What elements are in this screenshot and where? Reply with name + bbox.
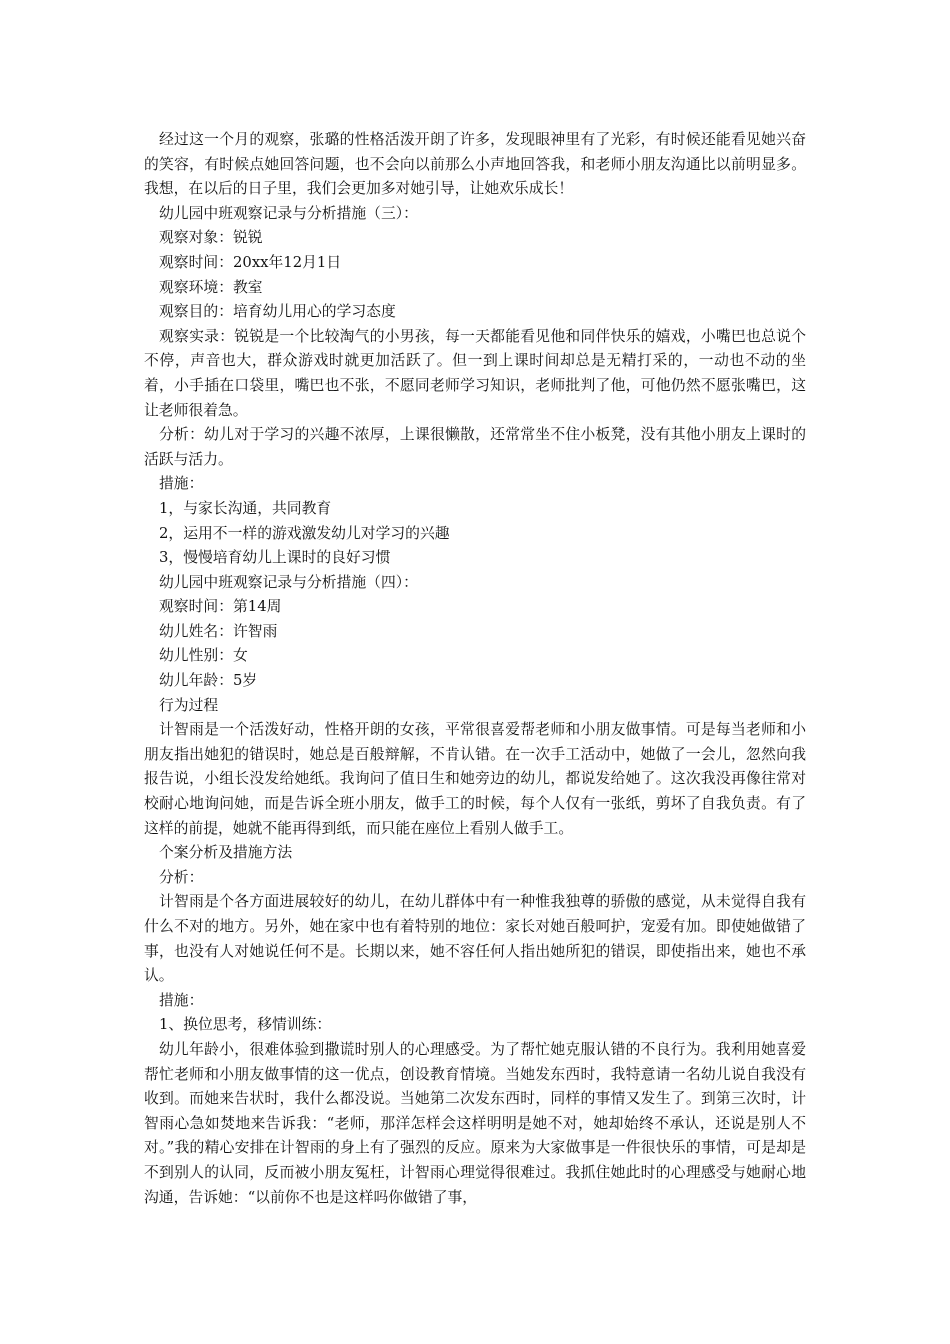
observation-week: 观察时间：第14周 bbox=[159, 598, 282, 616]
case-analysis-heading: 个案分析及措施方法 bbox=[159, 844, 293, 862]
measure-subheading-1: 1、换位思考，移情训练： bbox=[159, 1016, 332, 1034]
measure-item-3: 3，慢慢培育幼儿上课时的良好习惯 bbox=[159, 549, 391, 567]
case-analysis: 计智雨是个各方面进展较好的幼儿，在幼儿群体中有一种惟我独尊的骄傲的感觉，从未觉得自我有什么不对的地方。另外，她在家中也有着特别的地位：家长对她百般呵护，宠爱有加。即使她做错了事，也没有人对她说任何不是。长期以来，她不容任何人指出她所犯的错误，即使指出来，她也不承认。 bbox=[144, 893, 806, 985]
behavior-process-heading: 行为过程 bbox=[159, 696, 219, 714]
measure-item-2: 2，运用不一样的游戏激发幼儿对学习的兴趣 bbox=[159, 524, 450, 542]
child-gender: 幼儿性别：女 bbox=[159, 647, 248, 665]
section-heading-4: 幼儿园中班观察记录与分析措施（四）： bbox=[159, 573, 418, 591]
observation-subject: 观察对象：锐锐 bbox=[159, 229, 263, 247]
measure-item-1: 1，与家长沟通，共同教育 bbox=[159, 499, 332, 517]
section-heading-3: 幼儿园中班观察记录与分析措施（三）： bbox=[159, 204, 418, 222]
child-age: 幼儿年龄：5岁 bbox=[159, 672, 258, 690]
paragraph-1: 经过这一个月的观察，张璐的性格活泼开朗了许多，发现眼神里有了光彩，有时候还能看见她兴奋的笑容，有时候点她回答问题，也不会向以前那么小声地回答我，和老师小朋友沟通比以前明显多。我想，在以后的日子里，我们会更加多对她引导，让她欢乐成长！ bbox=[144, 131, 806, 198]
analysis: 分析：幼儿对于学习的兴趣不浓厚，上课很懒散，还常常坐不住小板凳，没有其他小朋友上课时的活跃与活力。 bbox=[144, 426, 806, 468]
analysis-heading: 分析： bbox=[159, 868, 204, 886]
observation-environment: 观察环境：教室 bbox=[159, 278, 263, 296]
child-name: 幼儿姓名：许智雨 bbox=[159, 622, 278, 640]
measure-detail: 幼儿年龄小，很难体验到撒谎时别人的心理感受。为了帮忙她克服认错的不良行为。我利用她喜爱帮忙老师和小朋友做事情的这一优点，创设教育情境。当她发东西时，我特意请一名幼儿说自我没有收到。而她来告状时，我什么都没说。当她第二次发东西时，同样的事情又发生了。到第三次时，计智雨心急如焚地来告诉我：“老师，那洋怎样会这样明明是她不对，她却始终不承认，还说是别人不对。”我的精心安排在计智雨的身上有了强烈的反应。原来为大家做事是一件很快乐的事情，可是却是不到别人的认同，反而被小朋友冤枉，计智雨心理觉得很难过。我抓住她此时的心理感受与她耐心地沟通，告诉她：“以前你不也是这样吗你做错了事， bbox=[144, 1040, 806, 1206]
observation-record: 观察实录：锐锐是一个比较淘气的小男孩，每一天都能看见他和同伴快乐的嬉戏，小嘴巴也总说个不停，声音也大，群众游戏时就更加活跃了。但一到上课时间却总是无精打采的，一动也不动的坐着，小手插在口袋里，嘴巴也不张，不愿同老师学习知识，老师批判了他，可他仍然不愿张嘴巴，这让老师很着急。 bbox=[144, 327, 806, 419]
measures-heading-2: 措施： bbox=[159, 991, 204, 1009]
observation-purpose: 观察目的：培育幼儿用心的学习态度 bbox=[159, 303, 396, 321]
document-body bbox=[144, 128, 806, 1210]
behavior-process: 计智雨是一个活泼好动，性格开朗的女孩，平常很喜爱帮老师和小朋友做事情。可是每当老师和小朋友指出她犯的错误时，她总是百般辩解，不肯认错。在一次手工活动中，她做了一会儿，忽然向我报告说，小组长没发给她纸。我询问了值日生和她旁边的幼儿，都说发给她了。这次我没再像往常对校耐心地询问她，而是告诉全班小朋友，做手工的时候，每个人仅有一张纸，剪坏了自我负责。有了这样的前提，她就不能再得到纸，而只能在座位上看别人做手工。 bbox=[144, 721, 806, 837]
observation-time: 观察时间：20xx年12月1日 bbox=[159, 253, 342, 271]
measures-heading: 措施： bbox=[159, 475, 204, 493]
